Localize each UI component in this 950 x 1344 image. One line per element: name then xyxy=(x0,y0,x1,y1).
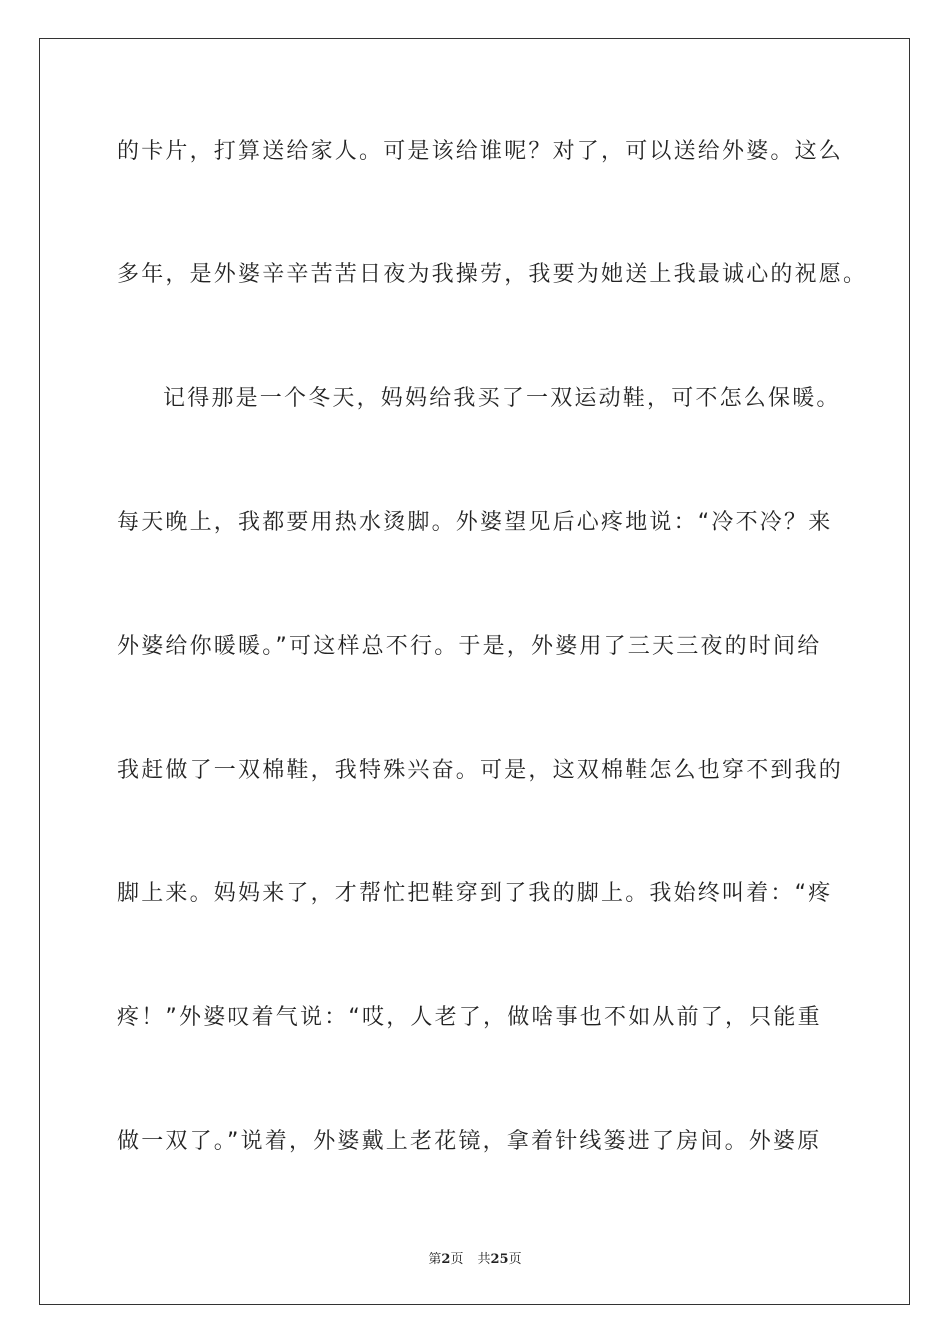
page-number: 2 xyxy=(441,1252,451,1267)
page-prefix: 第 xyxy=(428,1252,442,1267)
page-footer xyxy=(0,1248,950,1267)
body-line-9: 做一双了。”说着，外婆戴上老花镜，拿着针线篓进了房间。外婆原 xyxy=(117,1129,822,1154)
page-suffix: 页 xyxy=(450,1252,464,1267)
body-line-2: 多年，是外婆辛辛苦苦日夜为我操劳，我要为她送上我最诚心的祝愿。 xyxy=(117,262,868,287)
total-pages: 25 xyxy=(490,1252,509,1267)
body-line-1: 的卡片，打算送给家人。可是该给谁呢？对了，可以送给外婆。这么 xyxy=(117,139,844,164)
body-line-6: 我赶做了一双棉鞋，我特殊兴奋。可是，这双棉鞋怎么也穿不到我的 xyxy=(117,758,844,783)
total-prefix: 共 xyxy=(477,1252,491,1267)
body-line-7: 脚上来。妈妈来了，才帮忙把鞋穿到了我的脚上。我始终叫着：“疼 xyxy=(117,881,833,906)
body-line-4: 每天晚上，我都要用热水烫脚。外婆望见后心疼地说：“冷不冷？来 xyxy=(117,510,833,535)
body-line-5: 外婆给你暖暖。”可这样总不行。于是，外婆用了三天三夜的时间给 xyxy=(117,634,822,659)
body-line-3: 记得那是一个冬天，妈妈给我买了一双运动鞋，可不怎么保暖。 xyxy=(163,386,841,411)
body-line-8: 疼！”外婆叹着气说：“哎，人老了，做啥事也不如从前了，只能重 xyxy=(117,1005,822,1030)
total-suffix: 页 xyxy=(508,1252,522,1267)
page-border xyxy=(39,38,910,1305)
